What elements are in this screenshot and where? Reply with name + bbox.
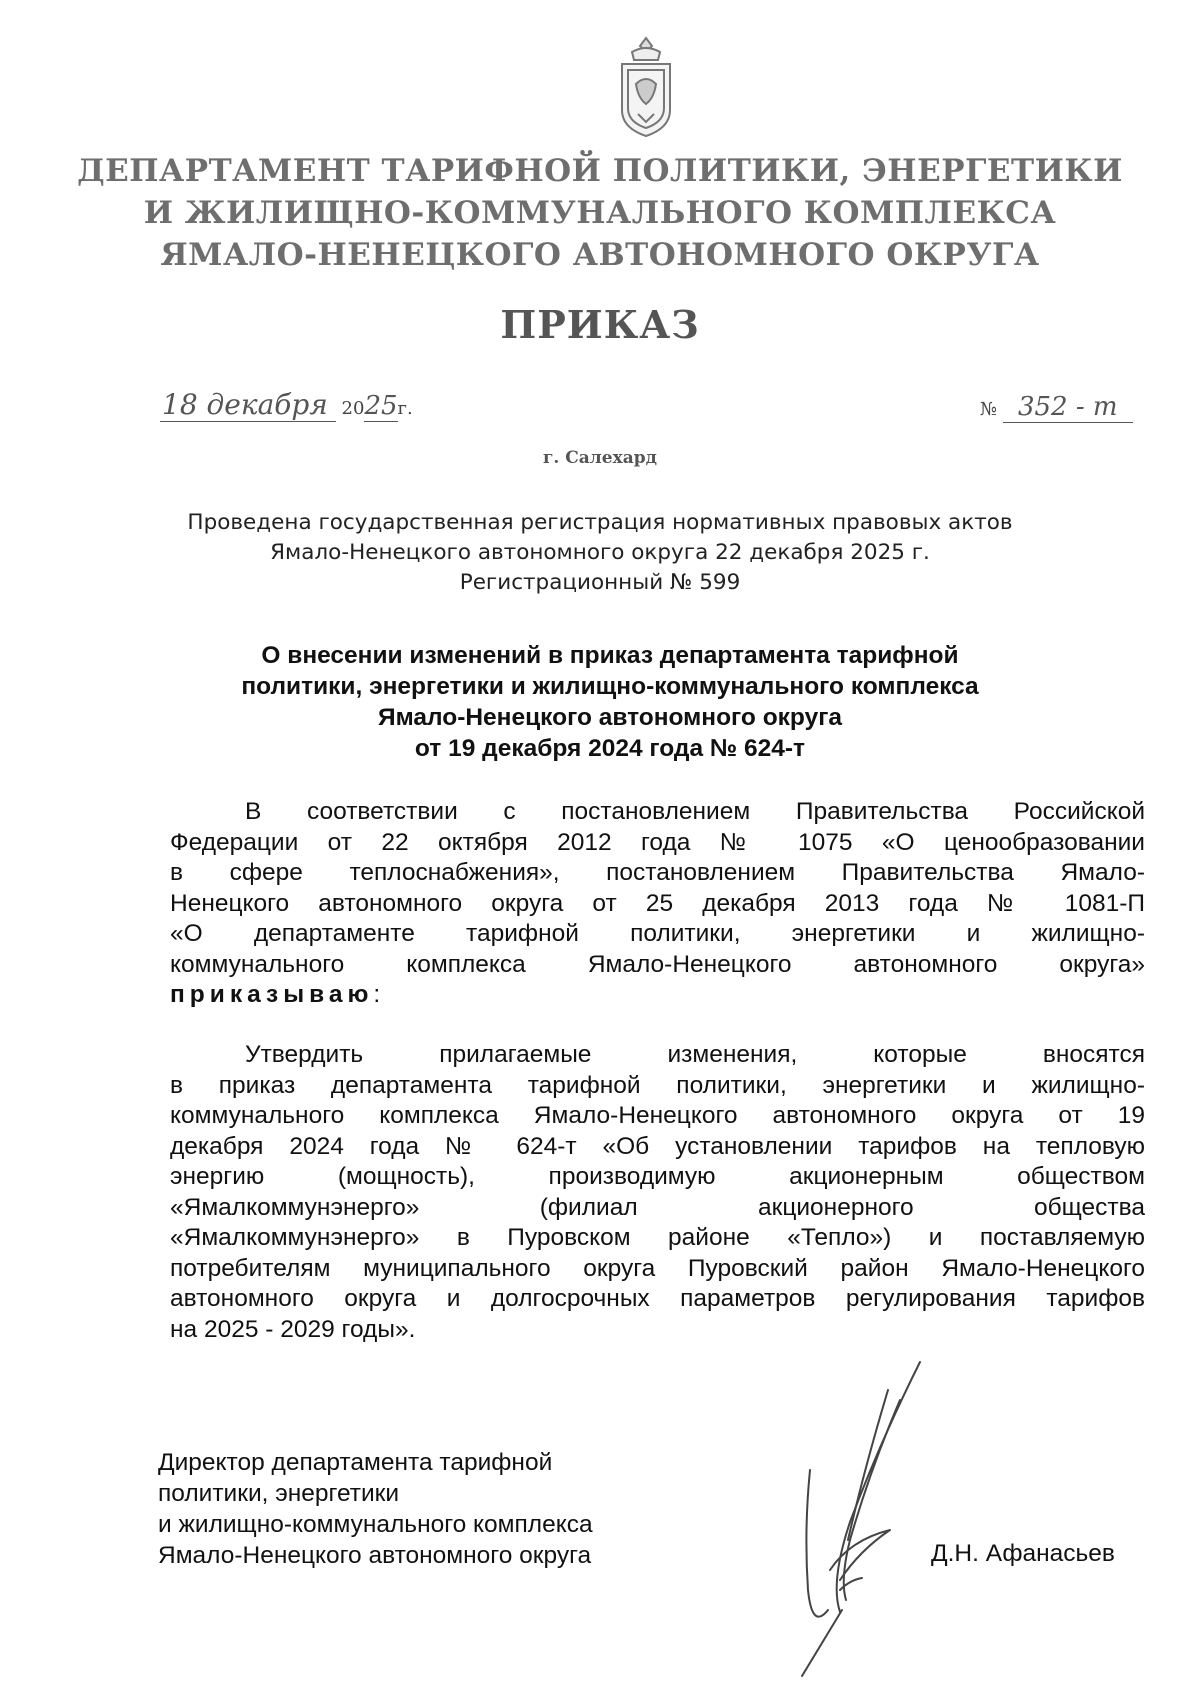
signer-position-line-3: и жилищно-коммунального комплекса <box>158 1511 593 1538</box>
registration-stamp-text <box>0 508 1200 598</box>
signer-position-line-1: Директор департамента тарифной <box>158 1449 553 1476</box>
subject-line-1: О внесении изменений в приказ департамента тарифной <box>261 642 959 669</box>
registration-line-2: Ямало-Ненецкого автономного округа 22 декабря 2025 г. <box>270 540 930 565</box>
handwritten-number: 352 - т <box>1003 392 1133 423</box>
signer-position <box>158 1447 593 1571</box>
signer-position-line-4: Ямало-Ненецкого автономного округа <box>158 1542 592 1569</box>
department-line-2: И ЖИЛИЩНО-КОММУНАЛЬНОГО КОМПЛЕКСА <box>143 195 1057 231</box>
year-suffix: г. <box>397 398 413 419</box>
registration-line-3: Регистрационный № 599 <box>459 570 741 595</box>
body-line-6: «Ямалкоммунэнерго» (филиал акционерного общества <box>170 1193 1145 1221</box>
body-line-7: «Ямалкоммунэнерго» в Пуровском районе «Тепло») и поставляемую <box>170 1224 1145 1251</box>
preamble-line-6: коммунального комплекса Ямало-Ненецкого автономного округа» <box>170 950 1145 978</box>
preamble-line-5: «О департаменте тарифной политики, энергетики и жилищно- <box>170 920 1145 947</box>
coat-of-arms-emblem <box>614 36 678 144</box>
signer-position-line-2: политики, энергетики <box>158 1480 400 1507</box>
document-type-title: ПРИКАЗ <box>500 302 700 347</box>
order-word-punct: : <box>373 981 381 1008</box>
subject-line-3: Ямало-Ненецкого автономного округа <box>377 704 843 731</box>
body-line-9: автономного округа и долгосрочных параметров регулирования тарифов <box>170 1285 1145 1312</box>
registration-line-1: Проведена государственная регистрация нормативных правовых актов <box>187 510 1013 535</box>
subject-line-4: от 19 декабря 2024 года № 624-т <box>414 735 806 762</box>
order-date <box>160 388 413 421</box>
preamble-paragraph <box>170 797 1145 1011</box>
body-line-10: на 2025 - 2029 годы». <box>170 1315 416 1343</box>
body-line-2: в приказ департамента тарифной политики, энергетики и жилищно- <box>170 1071 1145 1099</box>
preamble-line-2: Федерации от 22 октября 2012 года № 1075 «О ценообразовании <box>170 828 1145 856</box>
body-line-5: энергию (мощность), производимую акционерным обществом <box>170 1163 1145 1190</box>
body-line-8: потребителям муниципального округа Пуровский район Ямало-Ненецкого <box>170 1254 1145 1282</box>
body-line-4: декабря 2024 года № 624-т «Об установлении тарифов на тепловую <box>170 1132 1145 1160</box>
handwritten-signature <box>770 1360 970 1680</box>
year-prefix: 20 <box>341 398 365 419</box>
order-word: приказываю <box>170 981 374 1008</box>
body-line-1: Утвердить прилагаемые изменения, которые вносятся <box>245 1041 1145 1068</box>
body-line-3: коммунального комплекса Ямало-Ненецкого автономного округа от 19 <box>170 1102 1145 1129</box>
order-number <box>980 392 1133 423</box>
handwritten-year: 25 <box>364 391 398 421</box>
number-label: № <box>980 399 998 420</box>
order-word-line <box>170 980 1145 1011</box>
signer-name: Д.Н. Афанасьев <box>931 1540 1115 1567</box>
department-line-1: ДЕПАРТАМЕНТ ТАРИФНОЙ ПОЛИТИКИ, ЭНЕРГЕТИКИ <box>77 153 1123 189</box>
department-line-3: ЯМАЛО-НЕНЕЦКОГО АВТОНОМНОГО ОКРУГА <box>160 237 1040 273</box>
order-subject-heading <box>150 640 1070 764</box>
preamble-line-3: в сфере теплоснабжения», постановлением Правительства Ямало- <box>170 859 1145 886</box>
handwritten-date: 18 декабря <box>160 388 336 422</box>
city: г. Салехард <box>543 448 657 468</box>
preamble-line-4: Ненецкого автономного округа от 25 декабря 2013 года № 1081-П <box>170 889 1145 917</box>
preamble-line-1: В соответствии с постановлением Правительства Российской <box>245 798 1145 825</box>
subject-line-2: политики, энергетики и жилищно-коммунального комплекса <box>241 673 979 700</box>
department-name <box>0 150 1200 276</box>
order-body-paragraph <box>170 1040 1145 1345</box>
